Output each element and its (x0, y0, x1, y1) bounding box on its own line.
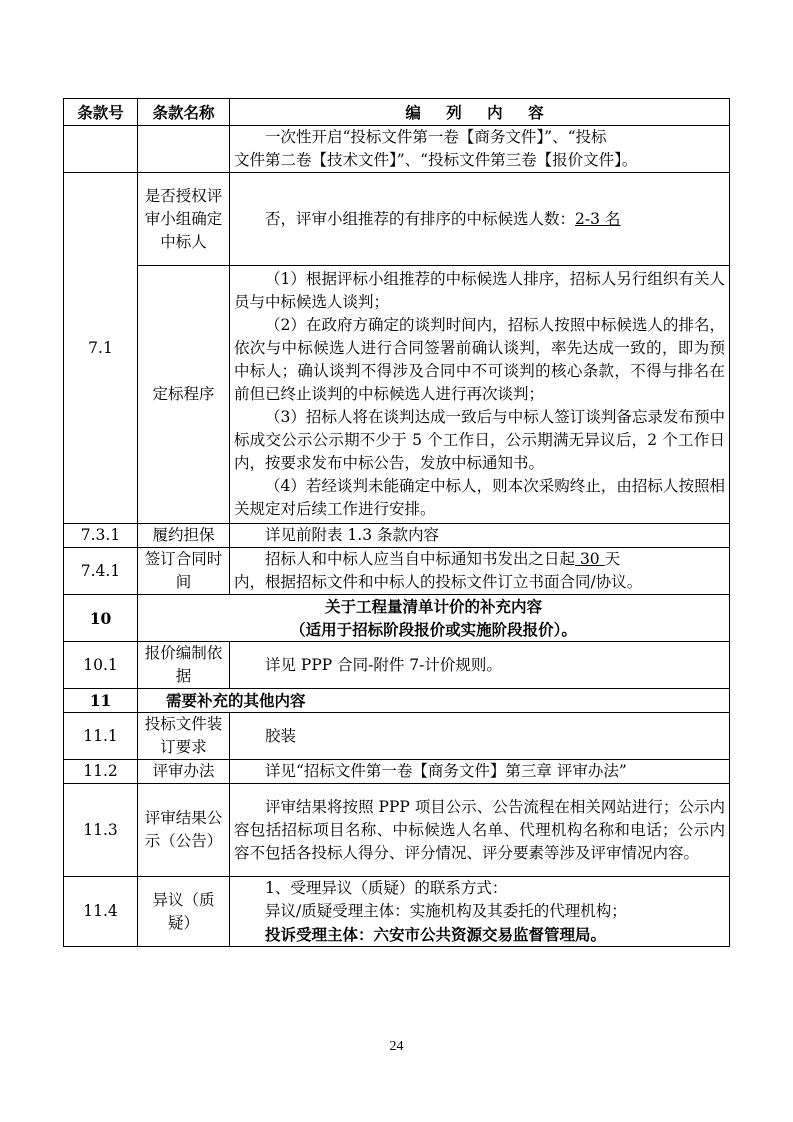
content-paragraph: （1）根据评标小组推荐的中标候选人排序，招标人另行组织有关人员与中标候选人谈判； (234, 270, 725, 311)
content-line (234, 548, 725, 571)
header-clause-number: 条款号 (64, 99, 138, 126)
table-row (64, 524, 730, 548)
header-content: 编 列 内 容 (230, 99, 730, 126)
table-header-row (64, 99, 730, 126)
page-number: 24 (389, 1039, 404, 1054)
table-row (64, 266, 730, 524)
table-row (64, 126, 730, 173)
clause-number-cell: 11 (64, 689, 138, 713)
clause-name-cell: 履约担保 (138, 524, 230, 548)
clause-name-cell: 异议（质疑） (138, 877, 230, 947)
content-line: 一次性开启“投标文件第一卷【商务文件】”、“投标 (265, 128, 607, 146)
clause-name-cell: 评审办法 (138, 760, 230, 784)
content-paragraph: （2）在政府方确定的谈判时间内，招标人按照中标候选人的排名，依次与中标候选人进行合同签署前确认谈判，率先达成一致的，即为预中标人；确认谈判不得涉及合同中不可谈判的核心条款，不得与排名在前但已终止谈判的中标候选人进行再次谈判； (234, 316, 725, 403)
clause-number-cell: 7.3.1 (64, 524, 138, 548)
content-line: 内，根据招标文件和中标人的投标文件订立书面合同/协议。 (234, 573, 643, 591)
content-line: 异议/质疑受理主体：实施机构及其委托的代理机构； (265, 902, 627, 920)
clause-name-cell: 评审结果公示（公告） (138, 784, 230, 877)
clause-content-cell: 详见“招标文件第一卷【商务文件】第三章 评审办法” (230, 760, 730, 784)
clause-number-cell: 11.1 (64, 713, 138, 760)
clause-name-cell: 报价编制依据 (138, 642, 230, 689)
table-row (64, 713, 730, 760)
days-value: 30 (575, 550, 605, 568)
table-row (64, 760, 730, 784)
content-paragraph: （4）若经谈判未能确定中标人，则本次采购终止，由招标人按照相关规定对后续工作进行安排。 (234, 477, 725, 518)
clause-number-cell: 7.4.1 (64, 548, 138, 595)
clause-content-cell (230, 173, 730, 266)
clause-content-cell (230, 266, 730, 524)
content-text: 天 (604, 550, 621, 568)
table-row (64, 595, 730, 642)
clause-number-cell: 11.2 (64, 760, 138, 784)
clause-name-cell: 定标程序 (138, 266, 230, 524)
clause-number-cell (64, 126, 138, 173)
table-row (64, 877, 730, 947)
table-row (64, 642, 730, 689)
clause-name-cell (138, 126, 230, 173)
content-line: 投诉受理主体：六安市公共资源交易监督管理局。 (265, 925, 607, 944)
table-row (64, 173, 730, 266)
clause-number-cell: 11.3 (64, 784, 138, 877)
clause-content-cell: 评审结果将按照 PPP 项目公示、公告流程在相关网站进行；公示内容包括招标项目名称、中标候选人名单、代理机构名称和电话；公示内容不包括各投标人得分、评分情况、评分要素等涉及评审情况内容。 (230, 784, 730, 877)
content-line: 文件第二卷【技术文件】”、“投标文件第三卷【报价文件】。 (234, 151, 638, 169)
table-row (64, 689, 730, 713)
clause-number-cell: 11.4 (64, 877, 138, 947)
clause-table (63, 98, 730, 947)
content-line: 1、受理异议（质疑）的联系方式： (265, 879, 508, 897)
clause-content-cell: 胶装 (230, 713, 730, 760)
section-subtitle: （适用于招标阶段报价或实施阶段报价）。 (290, 620, 577, 639)
section-title-cell (138, 595, 730, 642)
header-clause-name: 条款名称 (138, 99, 230, 126)
clause-name-cell: 签订合同时间 (138, 548, 230, 595)
table-row (64, 784, 730, 877)
clause-number-cell: 7.1 (64, 173, 138, 524)
clause-content-cell (230, 126, 730, 173)
clause-content-cell (230, 548, 730, 595)
clause-name-cell: 是否授权评审小组确定中标人 (138, 173, 230, 266)
content-text: 否，评审小组推荐的有排序的中标候选人数： (265, 209, 576, 228)
clause-name-cell: 投标文件装订要求 (138, 713, 230, 760)
candidate-count-value: 2-3 名 (575, 209, 621, 228)
section-title: 需要补充的其他内容 (138, 689, 730, 713)
section-title: 关于工程量清单计价的补充内容 (324, 597, 542, 616)
content-text: 招标人和中标人应当自中标通知书发出之日起 (265, 550, 576, 568)
table-row (64, 548, 730, 595)
clause-content-cell (230, 877, 730, 947)
content-paragraph: （3）招标人将在谈判达成一致后与中标人签订谈判备忘录发布预中标成交公示公示期不少于 5 个工作日，公示期满无异议后，2 个工作日内，按要求发布中标公告，发放中标通知书。 (234, 408, 725, 472)
clause-number-cell: 10 (64, 595, 138, 642)
clause-number-cell: 10.1 (64, 642, 138, 689)
clause-content-cell: 详见 PPP 合同-附件 7-计价规则。 (230, 642, 730, 689)
clause-content-cell: 详见前附表 1.3 条款内容 (230, 524, 730, 548)
